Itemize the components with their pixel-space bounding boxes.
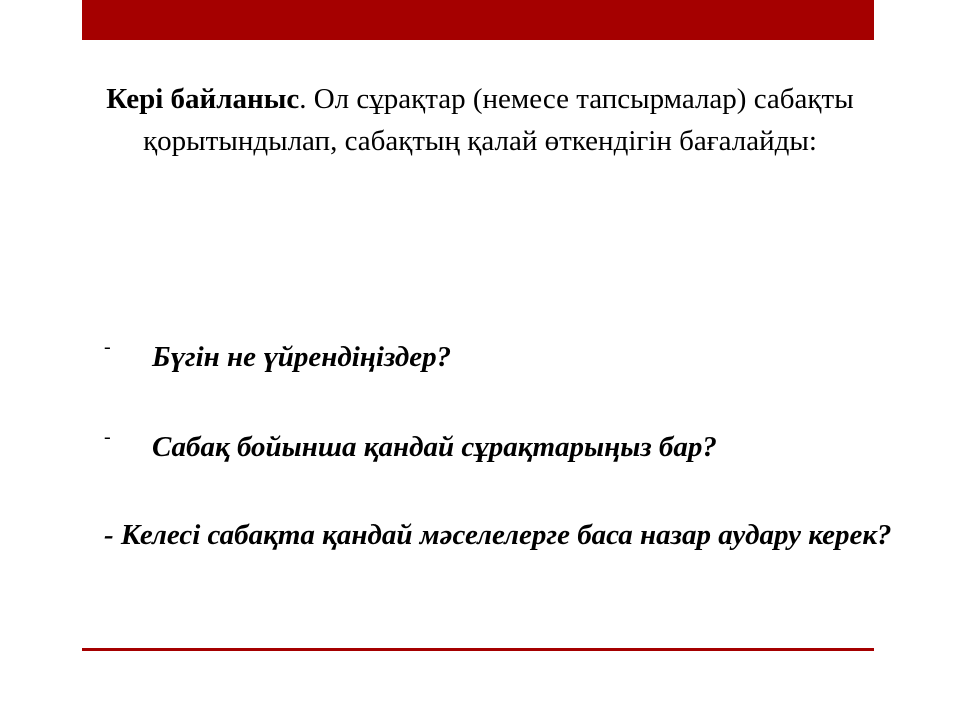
question-text: Сабақ бойынша қандай сұрақтарыңыз бар? [152, 431, 717, 463]
list-item [104, 426, 894, 468]
bullet-dash: - [104, 426, 111, 448]
heading-text: . Ол сұрақтар (немесе тапсырмалар) сабақты қорытындылап, сабақтың қалай өткендігін бағалайды: [143, 83, 854, 157]
question-text: - Келесі сабақта қандай мәселелерге баса назар аудару керек? [104, 519, 892, 551]
bullet-dash: - [104, 336, 111, 358]
top-accent-bar [82, 0, 874, 40]
question-text: Бүгін не үйрендіңіздер? [152, 341, 452, 373]
slide-heading [82, 78, 878, 162]
list-item [104, 514, 894, 556]
bottom-rule [82, 648, 874, 651]
question-list [104, 336, 894, 556]
heading-lead: Кері байланыс [106, 83, 300, 115]
list-item [104, 336, 894, 378]
